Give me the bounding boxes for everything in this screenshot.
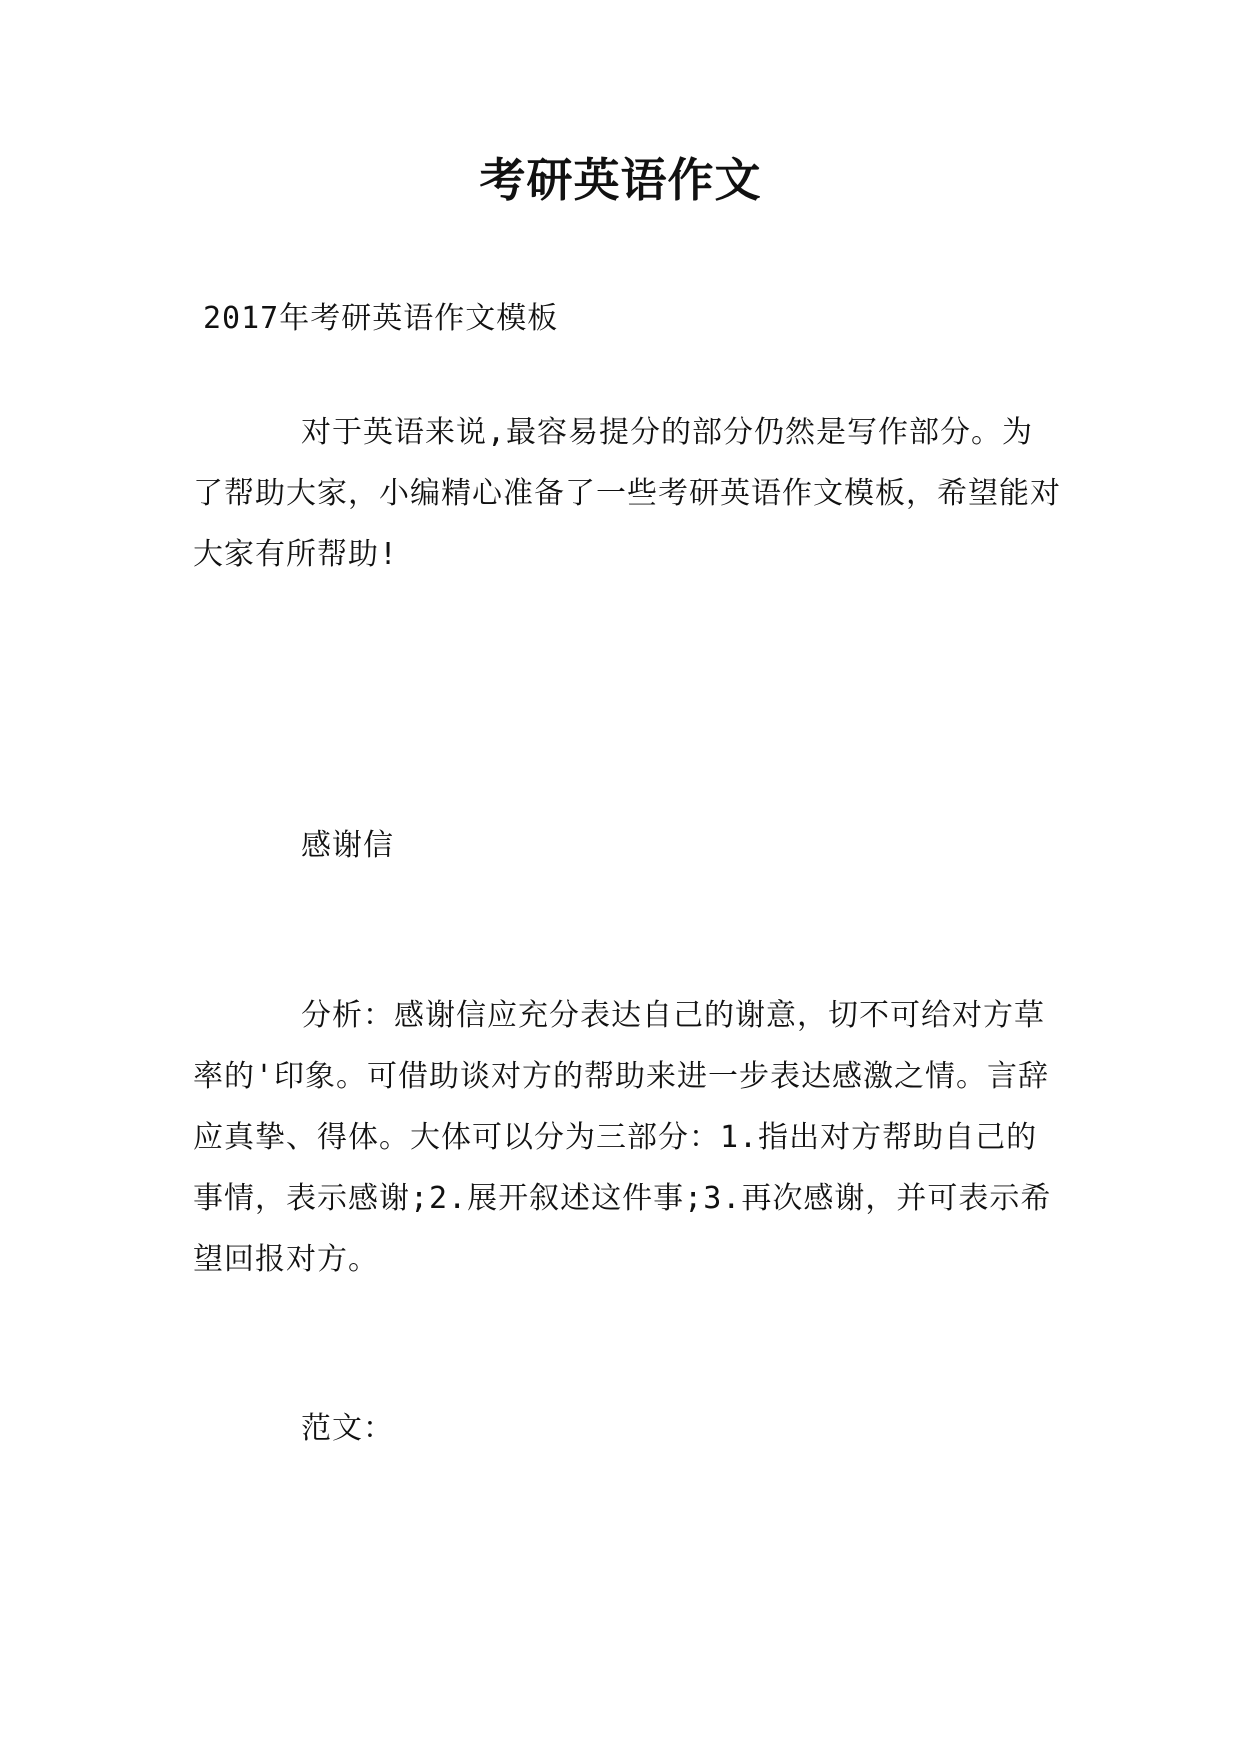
document-title: 考研英语作文 [479, 153, 762, 207]
section-heading: 感谢信 [301, 828, 394, 863]
analysis-paragraph: 分析：感谢信应充分表达自己的谢意，切不可给对方草率的'印象。可借助谈对方的帮助来进一步表达感激之情。言辞应真挚、得体。大体可以分为三部分：1.指出对方帮助自己的事情，表示感谢;2.展开叙述这件事;3.再次感谢，并可表示希望回报对方。 [193, 998, 1052, 1277]
intro-paragraph: 对于英语来说,最容易提分的部分仍然是写作部分。为了帮助大家，小编精心准备了一些考研英语作文模板，希望能对大家有所帮助! [193, 415, 1061, 572]
sample-label: 范文： [301, 1411, 394, 1446]
document-subtitle: 2017年考研英语作文模板 [203, 301, 559, 336]
